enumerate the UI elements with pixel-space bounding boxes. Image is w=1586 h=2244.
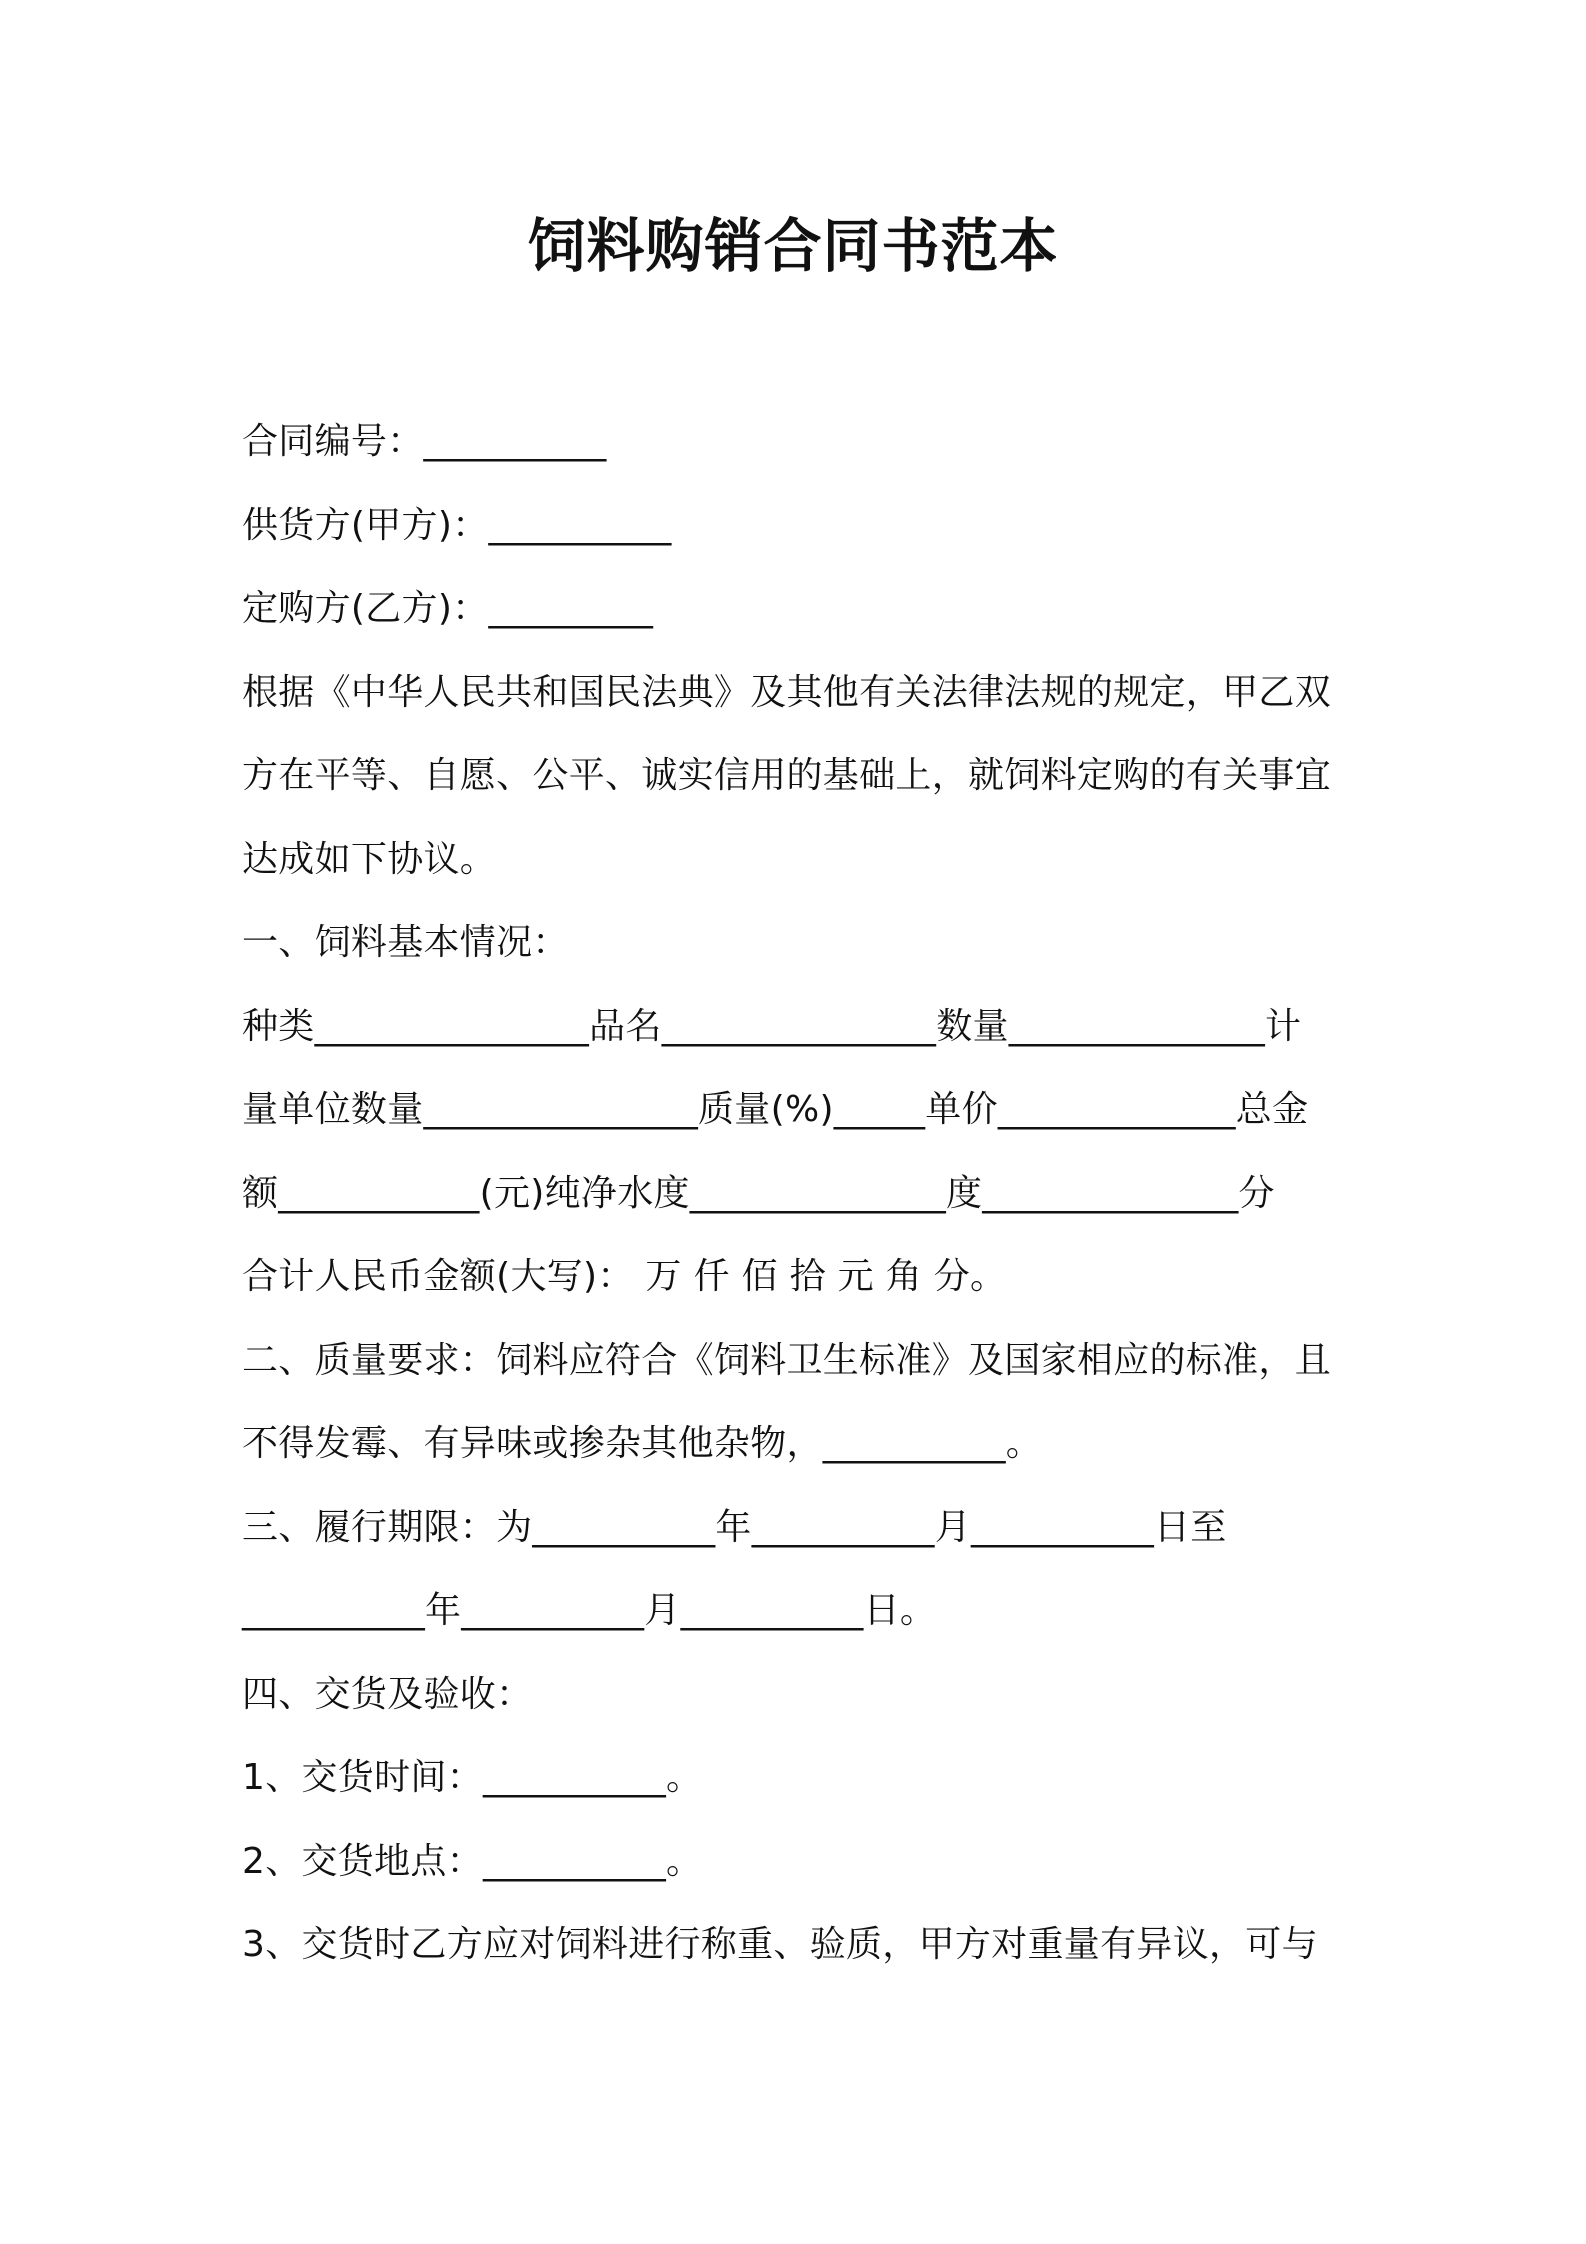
delivery-inspection-line: 3、交货时乙方应对饲料进行称重、验质，甲方对重量有异议，可与 [242,1924,1318,1965]
document-title: 饲料购销合同书范本 [527,212,1059,280]
section-heading: 一、饲料基本情况： [242,922,569,963]
quality-requirement-line: 不得发霉、有异味或掺杂其他杂物，__________。 [242,1423,1043,1464]
quality-requirement-line: 二、质量要求：饲料应符合《饲料卫生标准》及国家相应的标准，且 [242,1339,1332,1381]
contract-number-line: 合同编号：__________ [242,421,607,462]
preamble-line: 方在平等、自愿、公平、诚实信用的基础上，就饲料定购的有关事宜 [242,755,1332,796]
performance-period-line: 三、履行期限：为__________年__________月__________日至 [242,1506,1227,1548]
performance-period-line: __________年__________月__________日。 [242,1590,937,1631]
feed-details-line: 种类_______________品名_______________数量______________计 [242,1005,1302,1047]
document-body [242,400,1352,1987]
buyer-line: 定购方(乙方)：_________ [242,588,654,629]
feed-details-line: 额___________(元)纯净水度______________度______________分 [242,1172,1275,1214]
feed-details-line: 量单位数量_______________质量(%)_____单价_____________总金 [242,1089,1309,1130]
preamble-line: 根据《中华人民共和国民法典》及其他有关法律法规的规定，甲乙双 [242,671,1332,713]
supplier-line: 供货方(甲方)：__________ [242,504,672,546]
section-heading: 四、交货及验收： [242,1673,533,1715]
preamble-line: 达成如下协议。 [242,838,497,880]
total-amount-line: 合计人民币金额(大写)： 万 仟 佰 拾 元 角 分。 [242,1256,1007,1297]
delivery-location-line: 2、交货地点：__________。 [242,1840,703,1882]
delivery-time-line: 1、交货时间：__________。 [242,1757,703,1798]
